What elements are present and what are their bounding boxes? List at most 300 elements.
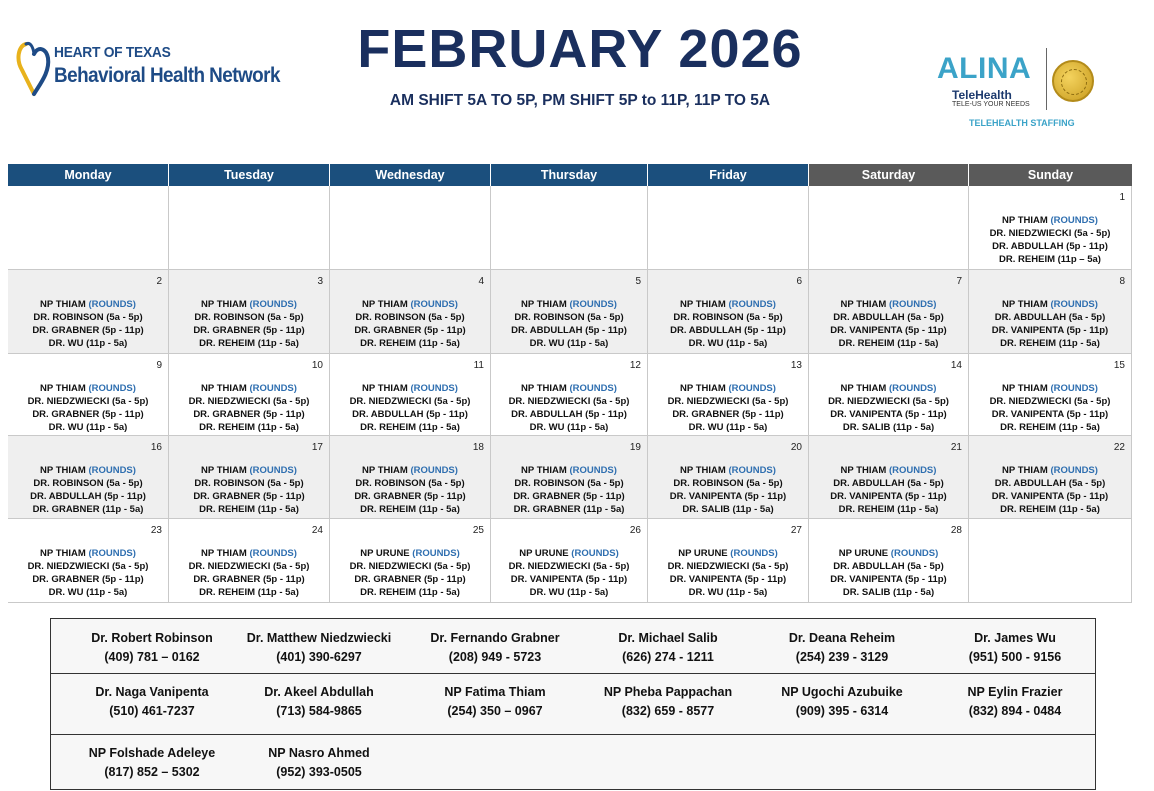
shift-assignment: DR. VANIPENTA (5p - 11p) (830, 409, 947, 420)
rounds-label: (ROUNDS) (410, 383, 458, 394)
calendar-day-3 (169, 270, 330, 354)
contact-phone: (409) 781 – 0162 (104, 650, 200, 664)
heart-of-texas-logo (16, 36, 286, 100)
shift-assignment: DR. GRABNER (5p - 11p) (513, 491, 625, 502)
shift-assignment: DR. GRABNER (5p - 11p) (32, 409, 144, 420)
calendar-day-7 (809, 270, 969, 354)
calendar-day-empty (648, 186, 809, 270)
shift-assignment: DR. SALIB (11p - 5a) (842, 587, 935, 598)
shift-assignment: DR. REHEIM (11p - 5a) (360, 422, 460, 433)
calendar-day-9 (8, 354, 169, 436)
contact-phone: (817) 852 – 5302 (104, 765, 200, 779)
shift-list (8, 464, 168, 516)
contact-name: Dr. Matthew Niedzwiecki (246, 631, 392, 645)
shift-list (169, 298, 329, 350)
contact-entry (755, 683, 929, 721)
shift-assignment: DR. VANIPENTA (5p - 11p) (830, 491, 947, 502)
rounds-label: (ROUNDS) (410, 299, 458, 310)
shift-list (8, 382, 168, 434)
shift-assignment: DR. VANIPENTA (5p - 11p) (669, 491, 787, 502)
shift-assignment: DR. NIEDZWIECKI (5a - 5p) (508, 561, 630, 572)
np-rounds-line (491, 464, 647, 477)
contact-row (51, 619, 1095, 674)
shift-assignment: DR. GRABNER (11p - 5a) (32, 504, 144, 515)
shift-list (969, 382, 1131, 434)
calendar-day-20 (648, 436, 809, 519)
np-rounds-line (809, 547, 968, 560)
day-header-tuesday: Tuesday (169, 164, 329, 186)
rounds-label: (ROUNDS) (888, 383, 937, 394)
np-rounds-line (330, 298, 490, 311)
np-rounds-line (809, 382, 968, 395)
page-title: FEBRUARY 2026 (357, 19, 803, 79)
np-name: NP THIAM (840, 465, 887, 476)
np-name: NP THIAM (521, 465, 567, 476)
shift-assignment: DR. WU (11p - 5a) (529, 338, 609, 349)
contact-name: NP Ugochi Azubuike (781, 685, 903, 699)
shift-assignment: DR. NIEDZWIECKI (5a - 5p) (667, 561, 789, 572)
calendar-day-10 (169, 354, 330, 436)
shift-assignment: DR. SALIB (11p - 5a) (842, 422, 935, 433)
shift-assignment: DR. GRABNER (5p - 11p) (193, 409, 305, 420)
shift-assignment: DR. VANIPENTA (5p - 11p) (991, 491, 1109, 502)
np-rounds-line (809, 298, 968, 311)
np-name: NP URUNE (838, 548, 889, 559)
np-name: NP THIAM (40, 548, 86, 559)
calendar-day-26 (491, 519, 648, 603)
np-name: NP THIAM (40, 299, 86, 310)
contact-entry (408, 683, 582, 721)
contact-phone: (254) 239 - 3129 (795, 650, 889, 664)
shift-assignment: DR. ABDULLAH (5a - 5p) (994, 478, 1106, 489)
shift-list (169, 547, 329, 599)
shift-assignment: DR. WU (11p - 5a) (688, 422, 768, 433)
day-header-friday: Friday (648, 164, 808, 186)
shift-assignment: DR. WU (11p - 5a) (529, 587, 609, 598)
shift-assignment: DR. REHEIM (11p - 5a) (838, 338, 939, 349)
np-name: NP THIAM (1002, 465, 1048, 476)
day-number: 25 (472, 525, 484, 536)
np-name: NP THIAM (201, 548, 247, 559)
shift-list (169, 382, 329, 434)
shift-assignment: DR. WU (11p - 5a) (529, 422, 609, 433)
contact-row (51, 734, 1095, 791)
shift-assignment: DR. NIEDZWIECKI (5a - 5p) (989, 228, 1111, 239)
shift-list (969, 298, 1131, 350)
shift-assignment: DR. NIEDZWIECKI (5a - 5p) (508, 396, 630, 407)
np-name: NP THIAM (362, 383, 408, 394)
day-number: 7 (956, 276, 962, 287)
calendar-day-empty (491, 186, 648, 270)
shift-assignment: DR. ROBINSON (5a - 5p) (33, 312, 143, 323)
shift-assignment: DR. ROBINSON (5a - 5p) (514, 312, 624, 323)
shift-list (809, 547, 968, 599)
contact-name: Dr. Robert Robinson (91, 631, 213, 645)
day-number: 12 (629, 360, 641, 371)
np-rounds-line (169, 547, 329, 560)
contact-row (51, 673, 1095, 735)
rounds-label: (ROUNDS) (571, 548, 619, 559)
day-header-monday: Monday (8, 164, 168, 186)
shift-assignment: DR. GRABNER (5p - 11p) (32, 574, 144, 585)
rounds-label: (ROUNDS) (1050, 465, 1098, 476)
contact-entry (65, 629, 239, 667)
calendar-day-23 (8, 519, 169, 603)
calendar-day-11 (330, 354, 491, 436)
calendar-day-empty (169, 186, 330, 270)
day-number: 14 (950, 360, 962, 371)
day-number: 1 (1119, 192, 1125, 203)
shift-assignment: DR. ABDULLAH (5p - 11p) (511, 409, 627, 420)
np-rounds-line (330, 382, 490, 395)
np-rounds-line (491, 298, 647, 311)
day-number: 21 (950, 442, 962, 453)
np-rounds-line (491, 547, 647, 560)
shift-list (809, 298, 968, 350)
contact-phone: (951) 500 - 9156 (968, 650, 1062, 664)
np-rounds-line (809, 464, 968, 477)
contact-name: Dr. Akeel Abdullah (264, 685, 374, 699)
shift-list (491, 298, 647, 350)
shift-assignment: DR. NIEDZWIECKI (5a - 5p) (188, 396, 310, 407)
shift-list (809, 464, 968, 516)
contact-entry (928, 629, 1102, 667)
calendar (8, 164, 1132, 603)
calendar-day-13 (648, 354, 809, 436)
contact-entry (928, 683, 1102, 721)
np-rounds-line (648, 382, 808, 395)
shift-assignment: DR. WU (11p - 5a) (48, 587, 128, 598)
shift-list (809, 382, 968, 434)
calendar-day-28 (809, 519, 969, 603)
contact-name: NP Pheba Pappachan (603, 685, 733, 699)
shift-list (648, 298, 808, 350)
contact-phone: (510) 461-7237 (109, 704, 195, 718)
shift-assignment: DR. VANIPENTA (5p - 11p) (991, 409, 1109, 420)
np-name: NP THIAM (521, 383, 567, 394)
day-number: 27 (790, 525, 802, 536)
calendar-day-12 (491, 354, 648, 436)
contact-name: NP Nasro Ahmed (268, 746, 370, 760)
np-name: NP THIAM (201, 299, 247, 310)
shift-list (330, 547, 490, 599)
shift-assignment: DR. GRABNER (5p - 11p) (193, 325, 305, 336)
np-name: NP THIAM (201, 383, 247, 394)
shift-assignment: DR. WU (11p - 5a) (688, 338, 768, 349)
calendar-day-16 (8, 436, 169, 519)
shift-assignment: DR. ROBINSON (5a - 5p) (514, 478, 624, 489)
shift-assignment: DR. REHEIM (11p - 5a) (360, 504, 460, 515)
calendar-day-1 (969, 186, 1132, 270)
calendar-day-4 (330, 270, 491, 354)
contact-entry (65, 683, 239, 721)
calendar-day-27 (648, 519, 809, 603)
org-line-1: HEART OF TEXAS (54, 44, 171, 61)
contact-phone: (832) 659 - 8577 (621, 704, 715, 718)
shift-assignment: DR. NIEDZWIECKI (5a - 5p) (989, 396, 1111, 407)
contact-name: Dr. Fernando Grabner (430, 631, 560, 645)
shift-assignment: DR. ABDULLAH (5a - 5p) (833, 312, 944, 323)
shift-assignment: DR. VANIPENTA (5p - 11p) (510, 574, 628, 585)
day-number: 17 (311, 442, 323, 453)
np-rounds-line (8, 298, 168, 311)
rounds-label: (ROUNDS) (888, 299, 937, 310)
shift-assignment: DR. REHEIM (11p - 5a) (360, 587, 460, 598)
np-name: NP THIAM (362, 465, 408, 476)
day-number: 28 (950, 525, 962, 536)
contact-phone: (909) 395 - 6314 (795, 704, 889, 718)
calendar-day-empty (809, 186, 969, 270)
day-number: 11 (473, 360, 484, 371)
rounds-label: (ROUNDS) (888, 465, 937, 476)
np-rounds-line (969, 214, 1131, 227)
shift-list (330, 464, 490, 516)
np-name: NP THIAM (680, 299, 726, 310)
rounds-label: (ROUNDS) (1050, 299, 1098, 310)
rounds-label: (ROUNDS) (569, 299, 617, 310)
day-number: 5 (635, 276, 641, 287)
calendar-day-22 (969, 436, 1132, 519)
rounds-label: (ROUNDS) (249, 383, 297, 394)
rounds-label: (ROUNDS) (728, 299, 776, 310)
rounds-label: (ROUNDS) (88, 299, 136, 310)
rounds-label: (ROUNDS) (1050, 215, 1098, 226)
day-number: 8 (1119, 276, 1125, 287)
np-rounds-line (969, 382, 1131, 395)
day-number: 22 (1113, 442, 1125, 453)
shift-assignment: DR. WU (11p - 5a) (48, 422, 128, 433)
np-rounds-line (330, 464, 490, 477)
np-name: NP THIAM (201, 465, 247, 476)
shift-assignment: DR. REHEIM (11p - 5a) (1000, 422, 1100, 433)
shift-assignment: DR. ROBINSON (5a - 5p) (673, 312, 783, 323)
contact-phone: (401) 390-6297 (276, 650, 362, 664)
heart-icon (16, 36, 52, 98)
shift-assignment: DR. NIEDZWIECKI (5a - 5p) (349, 396, 471, 407)
day-number: 19 (629, 442, 641, 453)
contact-phone: (713) 584-9865 (276, 704, 362, 718)
calendar-day-25 (330, 519, 491, 603)
np-name: NP THIAM (1002, 215, 1048, 226)
shift-assignment: DR. NIEDZWIECKI (5a - 5p) (188, 561, 310, 572)
contact-name: Dr. James Wu (974, 631, 1056, 645)
shift-assignment: DR. REHEIM (11p - 5a) (360, 338, 460, 349)
shift-assignment: DR. REHEIM (11p – 5a) (999, 254, 1101, 265)
np-name: NP THIAM (1002, 383, 1048, 394)
shift-assignment: DR. SALIB (11p - 5a) (682, 504, 774, 515)
day-number: 16 (150, 442, 162, 453)
np-name: NP THIAM (680, 383, 726, 394)
calendar-day-8 (969, 270, 1132, 354)
np-rounds-line (969, 298, 1131, 311)
shift-list (491, 547, 647, 599)
shift-assignment: DR. GRABNER (5p - 11p) (193, 491, 305, 502)
shift-list (8, 547, 168, 599)
shift-list (330, 382, 490, 434)
rounds-label: (ROUNDS) (730, 548, 778, 559)
contact-phone: (254) 350 – 0967 (447, 704, 543, 718)
contact-phone: (626) 274 - 1211 (622, 650, 714, 664)
gold-seal-icon (1052, 60, 1094, 102)
calendar-header (8, 164, 1132, 186)
contact-entry (65, 744, 239, 782)
shift-assignment: DR. ROBINSON (5a - 5p) (194, 312, 304, 323)
shift-assignment: DR. ROBINSON (5a - 5p) (673, 478, 783, 489)
shift-assignment: DR. ABDULLAH (5p - 11p) (511, 325, 627, 336)
shift-subtitle: AM SHIFT 5A TO 5P, PM SHIFT 5P to 11P, 11P TO 5A (389, 92, 771, 109)
shift-assignment: DR. GRABNER (5p - 11p) (193, 574, 305, 585)
shift-assignment: DR. ROBINSON (5a - 5p) (33, 478, 143, 489)
calendar-day-18 (330, 436, 491, 519)
shift-assignment: DR. WU (11p - 5a) (48, 338, 128, 349)
shift-assignment: DR. GRABNER (5p - 11p) (354, 325, 466, 336)
day-header-wednesday: Wednesday (330, 164, 490, 186)
day-number: 24 (311, 525, 323, 536)
contact-name: NP Eylin Frazier (967, 685, 1063, 699)
np-name: NP URUNE (678, 548, 728, 559)
calendar-day-6 (648, 270, 809, 354)
rounds-label: (ROUNDS) (569, 465, 617, 476)
shift-list (648, 547, 808, 599)
shift-assignment: DR. NIEDZWIECKI (5a - 5p) (349, 561, 471, 572)
shift-list (969, 464, 1131, 516)
day-number: 4 (478, 276, 484, 287)
day-header-sunday: Sunday (969, 164, 1132, 186)
shift-assignment: DR. REHEIM (11p - 5a) (1000, 338, 1100, 349)
contact-name: Dr. Deana Reheim (788, 631, 896, 645)
rounds-label: (ROUNDS) (249, 299, 297, 310)
shift-assignment: DR. GRABNER (5p - 11p) (354, 574, 466, 585)
shift-assignment: DR. NIEDZWIECKI (5a - 5p) (27, 396, 149, 407)
contact-entry (232, 683, 406, 721)
shift-assignment: DR. REHEIM (11p - 5a) (1000, 504, 1100, 515)
shift-assignment: DR. VANIPENTA (5p - 11p) (830, 325, 947, 336)
np-name: NP URUNE (360, 548, 410, 559)
np-name: NP THIAM (680, 465, 726, 476)
shift-list (969, 214, 1131, 266)
shift-assignment: DR. ROBINSON (5a - 5p) (355, 478, 465, 489)
np-name: NP THIAM (40, 465, 86, 476)
rounds-label: (ROUNDS) (88, 465, 136, 476)
shift-assignment: DR. ABDULLAH (5p - 11p) (30, 491, 146, 502)
shift-assignment: DR. REHEIM (11p - 5a) (199, 587, 299, 598)
day-header-thursday: Thursday (491, 164, 647, 186)
rounds-label: (ROUNDS) (249, 465, 297, 476)
np-rounds-line (491, 382, 647, 395)
alina-telehealth-logo (934, 48, 1104, 132)
calendar-day-5 (491, 270, 648, 354)
calendar-day-empty (8, 186, 169, 270)
np-rounds-line (330, 547, 490, 560)
np-name: NP THIAM (362, 299, 408, 310)
shift-assignment: DR. ROBINSON (5a - 5p) (355, 312, 465, 323)
org-line-2: Behavioral Health Network (54, 64, 280, 87)
partner-sub: TeleHealth (952, 88, 1012, 102)
contact-phone: (208) 949 - 5723 (448, 650, 542, 664)
shift-assignment: DR. NIEDZWIECKI (5a - 5p) (27, 561, 149, 572)
day-number: 2 (156, 276, 162, 287)
shift-assignment: DR. ABDULLAH (5a - 5p) (994, 312, 1106, 323)
day-number: 10 (311, 360, 323, 371)
calendar-day-2 (8, 270, 169, 354)
shift-assignment: DR. REHEIM (11p - 5a) (199, 338, 299, 349)
calendar-day-24 (169, 519, 330, 603)
shift-assignment: DR. NIEDZWIECKI (5a - 5p) (828, 396, 949, 407)
shift-assignment: DR. REHEIM (11p - 5a) (199, 422, 299, 433)
calendar-day-15 (969, 354, 1132, 436)
rounds-label: (ROUNDS) (88, 548, 136, 559)
np-name: NP THIAM (840, 383, 887, 394)
calendar-day-21 (809, 436, 969, 519)
shift-assignment: DR. WU (11p - 5a) (688, 587, 768, 598)
contact-entry (755, 629, 929, 667)
calendar-day-17 (169, 436, 330, 519)
shift-assignment: DR. GRABNER (5p - 11p) (32, 325, 144, 336)
np-name: NP URUNE (519, 548, 569, 559)
day-number: 15 (1113, 360, 1125, 371)
np-rounds-line (169, 298, 329, 311)
logo-divider (1046, 48, 1047, 110)
contact-name: Dr. Michael Salib (618, 631, 718, 645)
day-number: 9 (156, 360, 162, 371)
shift-assignment: DR. GRABNER (11p - 5a) (513, 504, 625, 515)
shift-assignment: DR. ABDULLAH (5p - 11p) (352, 409, 468, 420)
shift-assignment: DR. REHEIM (11p - 5a) (838, 504, 939, 515)
shift-assignment: DR. GRABNER (5p - 11p) (354, 491, 466, 502)
shift-assignment: DR. VANIPENTA (5p - 11p) (991, 325, 1109, 336)
shift-assignment: DR. ROBINSON (5a - 5p) (194, 478, 304, 489)
shift-assignment: DR. ABDULLAH (5a - 5p) (833, 561, 944, 572)
shift-assignment: DR. ABDULLAH (5a - 5p) (833, 478, 944, 489)
shift-list (648, 464, 808, 516)
contact-phone: (952) 393-0505 (276, 765, 362, 779)
contact-entry (581, 683, 755, 721)
rounds-label: (ROUNDS) (412, 548, 460, 559)
day-number: 23 (150, 525, 162, 536)
day-header-saturday: Saturday (809, 164, 968, 186)
rounds-label: (ROUNDS) (569, 383, 617, 394)
contact-directory (50, 618, 1096, 790)
contact-entry (232, 744, 406, 782)
np-rounds-line (648, 464, 808, 477)
np-rounds-line (8, 382, 168, 395)
partner-staffing: TELEHEALTH STAFFING (969, 118, 1075, 128)
np-rounds-line (648, 298, 808, 311)
np-rounds-line (8, 464, 168, 477)
np-name: NP THIAM (521, 299, 567, 310)
contact-name: Dr. Naga Vanipenta (95, 685, 209, 699)
day-number: 26 (629, 525, 641, 536)
shift-assignment: DR. NIEDZWIECKI (5a - 5p) (667, 396, 789, 407)
day-number: 18 (472, 442, 484, 453)
np-rounds-line (169, 464, 329, 477)
day-number: 13 (790, 360, 802, 371)
shift-assignment: DR. GRABNER (5p - 11p) (672, 409, 784, 420)
np-name: NP THIAM (840, 299, 887, 310)
day-number: 20 (790, 442, 802, 453)
contact-entry (232, 629, 406, 667)
contact-entry (408, 629, 582, 667)
contact-entry (581, 629, 755, 667)
rounds-label: (ROUNDS) (1050, 383, 1098, 394)
shift-list (491, 382, 647, 434)
calendar-day-empty (969, 519, 1132, 603)
rounds-label: (ROUNDS) (88, 383, 136, 394)
np-name: NP THIAM (40, 383, 86, 394)
shift-assignment: DR. ABDULLAH (5p - 11p) (670, 325, 786, 336)
rounds-label: (ROUNDS) (728, 465, 776, 476)
shift-list (648, 382, 808, 434)
